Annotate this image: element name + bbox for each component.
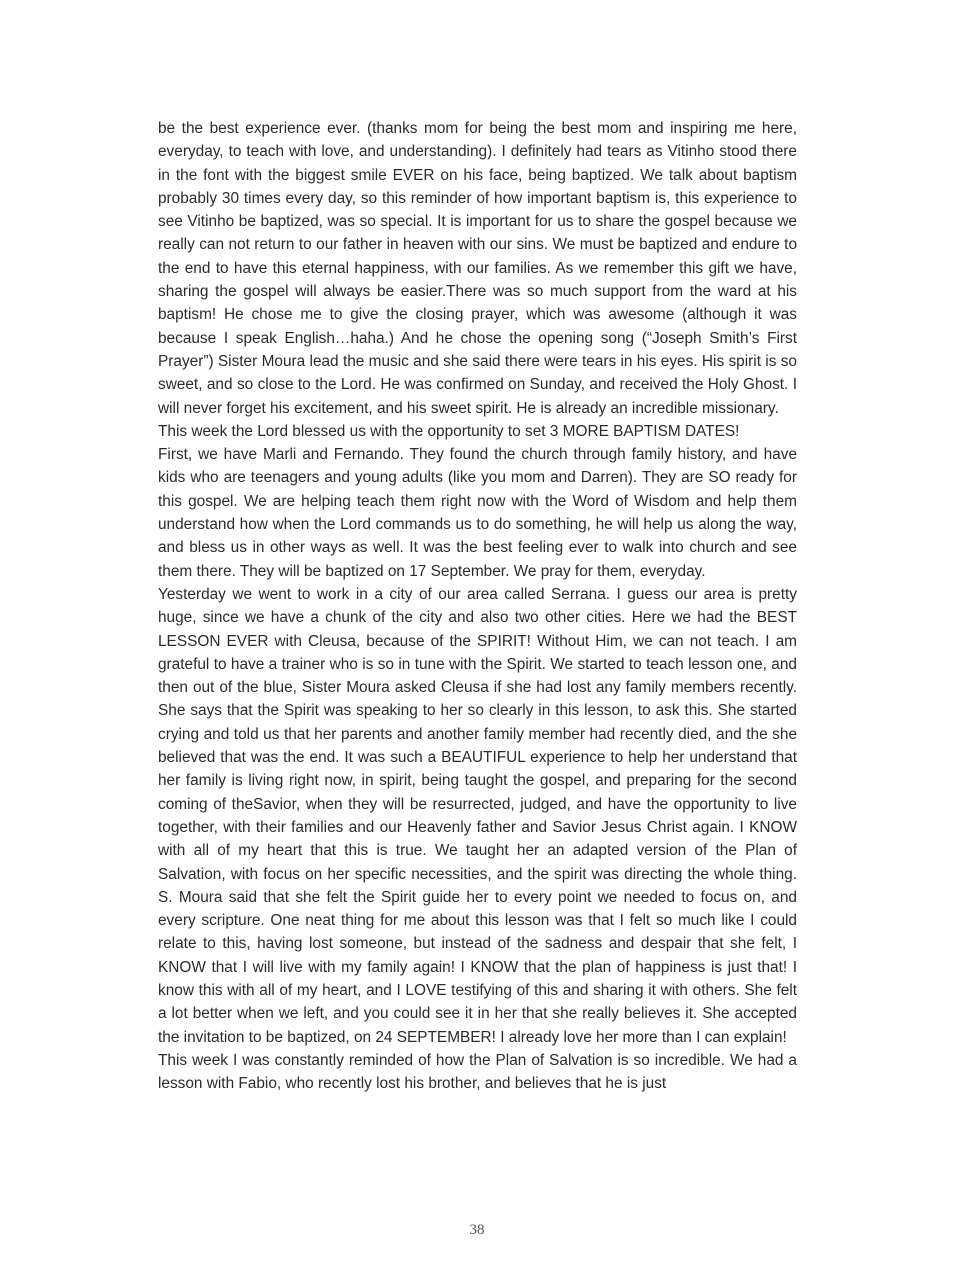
paragraph-baptism-dates: This week the Lord blessed us with the opportunity to set 3 MORE BAPTISM DATES!	[158, 422, 740, 440]
paragraph-cleusa-lesson: Yesterday we went to work in a city of our area called Serrana. I guess our area is pretty huge, since we have a chunk of the city and also two other cities. Here we had the BEST LESSON EVER with Cleusa, because of the SPIRIT! Without Him, we can not teach. I am grateful to have a trainer who is so in tune with the Spirit. We started to teach lesson one, and then out of the blue, Sister Moura asked Cleusa if she had lost any family members recently. She says that the Spirit was speaking to her so clearly in this lesson, to ask this. She started crying and told us that her parents and another family member had recently died, and the she believed that was the end. It was such a BEAUTIFUL experience to help her understand that her family is living right now, in spirit, being taught the gospel, and preparing for the second coming of theSavior, when they will be resurrected, judged, and have the opportunity to live together, with their families and our Heavenly father and Savior Jesus Christ again. I KNOW with all of my heart that this is true. We taught her an adapted version of the Plan of Salvation, with focus on her specific necessities, and the spirit was directing the whole thing. S. Moura said that she felt the Spirit guide her to every point we needed to focus on, and every scripture. One neat thing for me about this lesson was that I felt so much like I could relate to this, having lost someone, but instead of the sadness and despair that she felt, I KNOW that I will live with my family again! I KNOW that the plan of happiness is just that! I know this with all of my heart, and I LOVE testifying of this and sharing it with others. She felt a lot better when we left, and you could see it in her that she really believes it. She accepted the invitation to be baptized, on 24 SEPTEMBER! I already love her more than I can explain!	[158, 585, 797, 1046]
paragraph-marli-fernando: First, we have Marli and Fernando. They found the church through family history, and have kids who are teenagers and young adults (like you mom and Darren). They are SO ready for this gospel. We are helping teach them right now with the Word of Wisdom and help them understand how when the Lord commands us to do something, he will help us along the way, and bless us in other ways as well. It was the best feeling ever to walk into church and see them there. They will be baptized on 17 September. We pray for them, everyday.	[158, 446, 797, 580]
body-text	[158, 117, 797, 1095]
page-number: 38	[469, 1222, 485, 1238]
paragraph-vitinho-baptism: be the best experience ever. (thanks mom for being the best mom and inspiring me here, everyday, to teach with love, and understanding). I definitely had tears as Vitinho stood there in the font with the biggest smile EVER on his face, being baptized. We talk about baptism probably 30 times every day, so this reminder of how important baptism is, this experience to see Vitinho be baptized, was so special. It is important for us to share the gospel because we really can not return to our father in heaven with our sins. We must be baptized and endure to the end to have this eternal happiness, with our families. As we remember this gift we have, sharing the gospel will always be easier.There was so much support from the ward at his baptism! He chose me to give the closing prayer, which was awesome (although it was because I speak English…haha.) And he chose the opening song (“Joseph Smith’s First Prayer”) Sister Moura lead the music and she said there were tears in his eyes. His spirit is so sweet, and so close to the Lord. He was confirmed on Sunday, and received the Holy Ghost. I will never forget his excitement, and his sweet spirit. He is already an incredible missionary.	[158, 120, 797, 417]
paragraph-fabio-lesson: This week I was constantly reminded of how the Plan of Salvation is so incredible. We had a lesson with Fabio, who recently lost his brother, and believes that he is just	[158, 1051, 797, 1093]
